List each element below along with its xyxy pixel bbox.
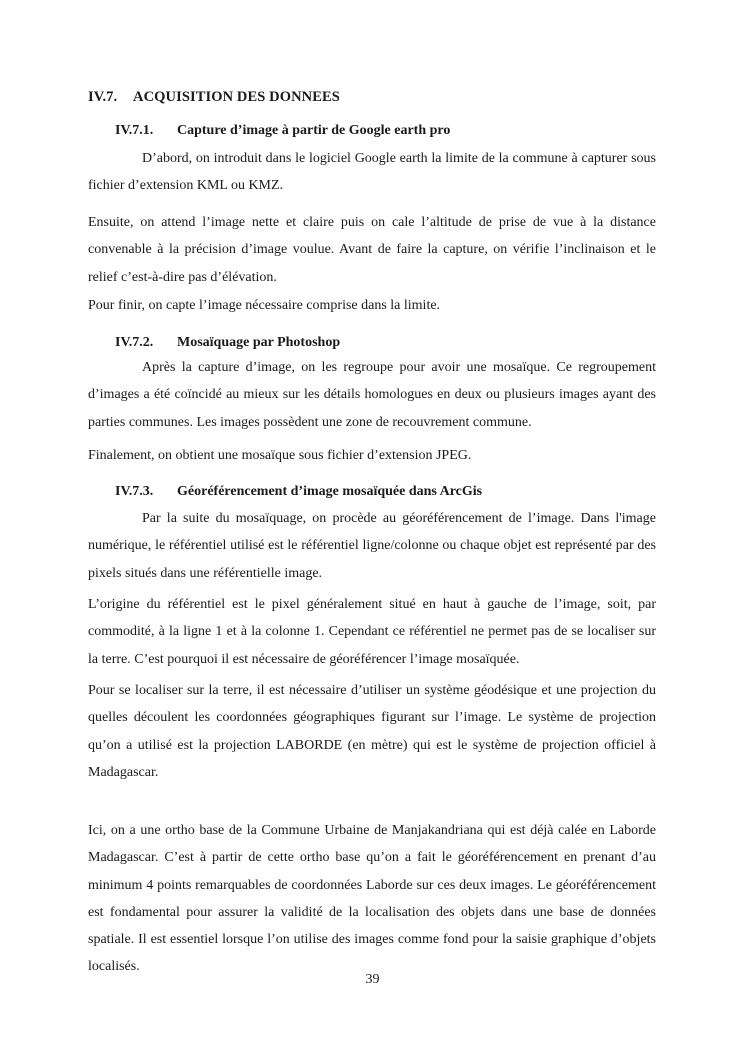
section-heading: [88, 89, 340, 106]
subsection-number: IV.7.1.: [115, 123, 154, 138]
subsection-title: Géoréférencement d’image mosaïquée dans ArcGis: [177, 484, 483, 499]
paragraph: Après la capture d’image, on les regroupe pour avoir une mosaïque. Ce regroupement d’images a été coïncidé au mieux sur les détails homologues en deux ou plusieurs images ayant des parties communes. Les images possèdent une zone de recouvrement commune.: [88, 360, 656, 430]
subsection-title: Capture d’image à partir de Google earth pro: [177, 123, 451, 138]
paragraph: Finalement, on obtient une mosaïque sous fichier d’extension JPEG.: [88, 448, 472, 463]
subsection-heading-1: [115, 123, 450, 139]
subsection-number: IV.7.2.: [115, 335, 154, 350]
paragraph: Pour finir, on capte l’image nécessaire comprise dans la limite.: [88, 298, 441, 313]
page-number: 39: [365, 972, 380, 987]
section-number: IV.7.: [88, 89, 118, 105]
paragraph: Ensuite, on attend l’image nette et claire puis on cale l’altitude de prise de vue à la distance convenable à la précision d’image voulue. Avant de faire la capture, on vérifie l’inclinaison et le relief c’est-à-dire pas d’élévation.: [88, 215, 656, 285]
paragraph: Par la suite du mosaïquage, on procède au géoréférencement de l’image. Dans l'image numérique, le référentiel utilisé est le référentiel ligne/colonne ou chaque objet est représenté par des pixels situés dans une référentielle image.: [88, 511, 656, 581]
subsection-heading-2: [115, 335, 340, 351]
subsection-title: Mosaïquage par Photoshop: [177, 335, 341, 350]
section-title: ACQUISITION DES DONNEES: [133, 89, 340, 105]
subsection-heading-3: [115, 484, 482, 500]
subsection-number: IV.7.3.: [115, 484, 154, 499]
paragraph: L’origine du référentiel est le pixel généralement situé en haut à gauche de l’image, soit, par commodité, à la ligne 1 et à la colonne 1. Cependant ce référentiel ne permet pas de se localiser sur la terre. C’est pourquoi il est nécessaire de géoréférencer l’image mosaïquée.: [88, 597, 656, 667]
paragraph: Ici, on a une ortho base de la Commune Urbaine de Manjakandriana qui est déjà calée en Laborde Madagascar. C’est à partir de cette ortho base qu’on a fait le géoréférencement en prenant d’au minimum 4 points remarquables de coordonnées Laborde sur ces deux images. Le géoréférencement est fondamental pour assurer la validité de la localisation des objets dans une base de données spatiale. Il est essentiel lorsque l’on utilise des images comme fond pour la saisie graphique d’objets localisés.: [88, 823, 656, 975]
paragraph: D’abord, on introduit dans le logiciel Google earth la limite de la commune à capturer sous fichier d’extension KML ou KMZ.: [88, 151, 656, 194]
paragraph: Pour se localiser sur la terre, il est nécessaire d’utiliser un système géodésique et une projection du quelles découlent les coordonnées géographiques figurant sur l’image. Le système de projection qu’on a utilisé est la projection LABORDE (en mètre) qui est le système de projection officiel à Madagascar.: [88, 683, 656, 780]
